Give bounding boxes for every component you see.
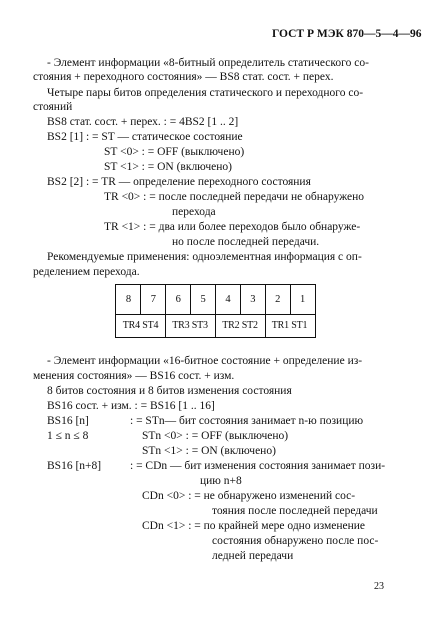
bit-number: 2: [275, 294, 281, 305]
paragraph-line: - Элемент информации «8-битный определитель статического со-: [47, 57, 369, 69]
page-header: ГОСТ Р МЭК 870—5—4—96: [272, 28, 422, 40]
paragraph-line: Четыре пары битов определения статического и переходного со-: [47, 87, 364, 99]
bit-number: 1: [299, 294, 306, 305]
range-label: 1 ≤ n ≤ 8: [47, 430, 89, 442]
definition-line: CDn <1> : = по крайней мере одно изменение: [142, 520, 366, 532]
bit-pair-cell: [165, 314, 215, 336]
bit-cell: TR2: [222, 319, 240, 331]
paragraph-line: менения состояния» — BS16 сост. + изм.: [33, 370, 235, 382]
bit-cell: ST4: [142, 319, 159, 331]
definition-label: BS16 [n+8]: [47, 460, 102, 472]
definition-line: BS8 стат. сост. + перех. : = 4BS2 [1 .. 2]: [47, 116, 239, 128]
definition-line: : = CDn — бит изменения состояния занимает пози-: [130, 460, 386, 472]
definition-line: : = STn— бит состояния занимает n-ю позицию: [130, 415, 364, 427]
definition-line: состояния обнаружено после пос-: [212, 535, 379, 547]
bit-divider: [240, 285, 241, 314]
definition-line: перехода: [172, 206, 216, 218]
definition-line: ST <1> : = ON (включено): [104, 161, 232, 173]
definition-line: но после последней передачи.: [172, 236, 320, 248]
definition-line: TR <0> : = после последней передачи не обнаружено: [104, 191, 364, 203]
definition-line: BS16 сост. + изм. : = BS16 [1 .. 16]: [47, 400, 215, 412]
bit-pair-cell: [215, 314, 265, 336]
definition-line: STn <1> : = ON (включено): [142, 445, 276, 457]
bit-divider: [190, 285, 191, 314]
bit-number: 6: [175, 294, 181, 305]
bit-cell: ST2: [241, 319, 258, 331]
bit-pair-cell: [116, 314, 165, 336]
paragraph-line: ределением перехода.: [33, 266, 140, 278]
definition-line: BS2 [1] : = ST — статическое состояние: [47, 131, 243, 143]
bit-number: 4: [225, 294, 231, 305]
bit-cell: ST3: [191, 319, 208, 331]
definition-line: TR <1> : = два или более переходов было обнаруже-: [104, 221, 361, 233]
definition-line: STn <0> : = OFF (выключено): [142, 430, 289, 442]
definition-line: CDn <0> : = не обнаружено изменений сос-: [142, 490, 356, 502]
bit-number: 8: [125, 294, 132, 305]
bit-number: 7: [150, 294, 156, 305]
definition-line: цию n+8: [200, 475, 242, 487]
definition-line: ST <0> : = OFF (выключено): [104, 146, 245, 158]
definition-line: BS2 [2] : = TR — определение переходного состояния: [47, 176, 311, 188]
bit-cell: TR1: [271, 319, 289, 331]
bit-cell: TR3: [172, 319, 190, 331]
bit-pair-cell: [265, 314, 314, 336]
paragraph-line: стояния + переходного состояния» — BS8 стат. сост. + перех.: [33, 71, 334, 83]
paragraph-line: 8 битов состояния и 8 битов изменения состояния: [47, 385, 292, 397]
bit-cell: TR4: [122, 319, 140, 331]
bit-table: [115, 284, 316, 338]
bit-divider: [140, 285, 141, 314]
bit-cell: ST1: [291, 319, 308, 331]
paragraph-line: - Элемент информации «16-битное состояние + определение из-: [47, 355, 363, 367]
definition-line: тояния после последней передачи: [212, 505, 378, 517]
page-number: 23: [374, 581, 384, 592]
definition-line: ледней передачи: [212, 550, 294, 562]
paragraph-line: стояний: [33, 101, 73, 113]
definition-label: BS16 [n]: [47, 415, 89, 427]
bit-number: 3: [250, 294, 256, 305]
paragraph-line: Рекомендуемые применения: одноэлементная информация с оп-: [47, 251, 362, 263]
bit-number: 5: [200, 294, 206, 305]
bit-divider: [290, 285, 291, 314]
